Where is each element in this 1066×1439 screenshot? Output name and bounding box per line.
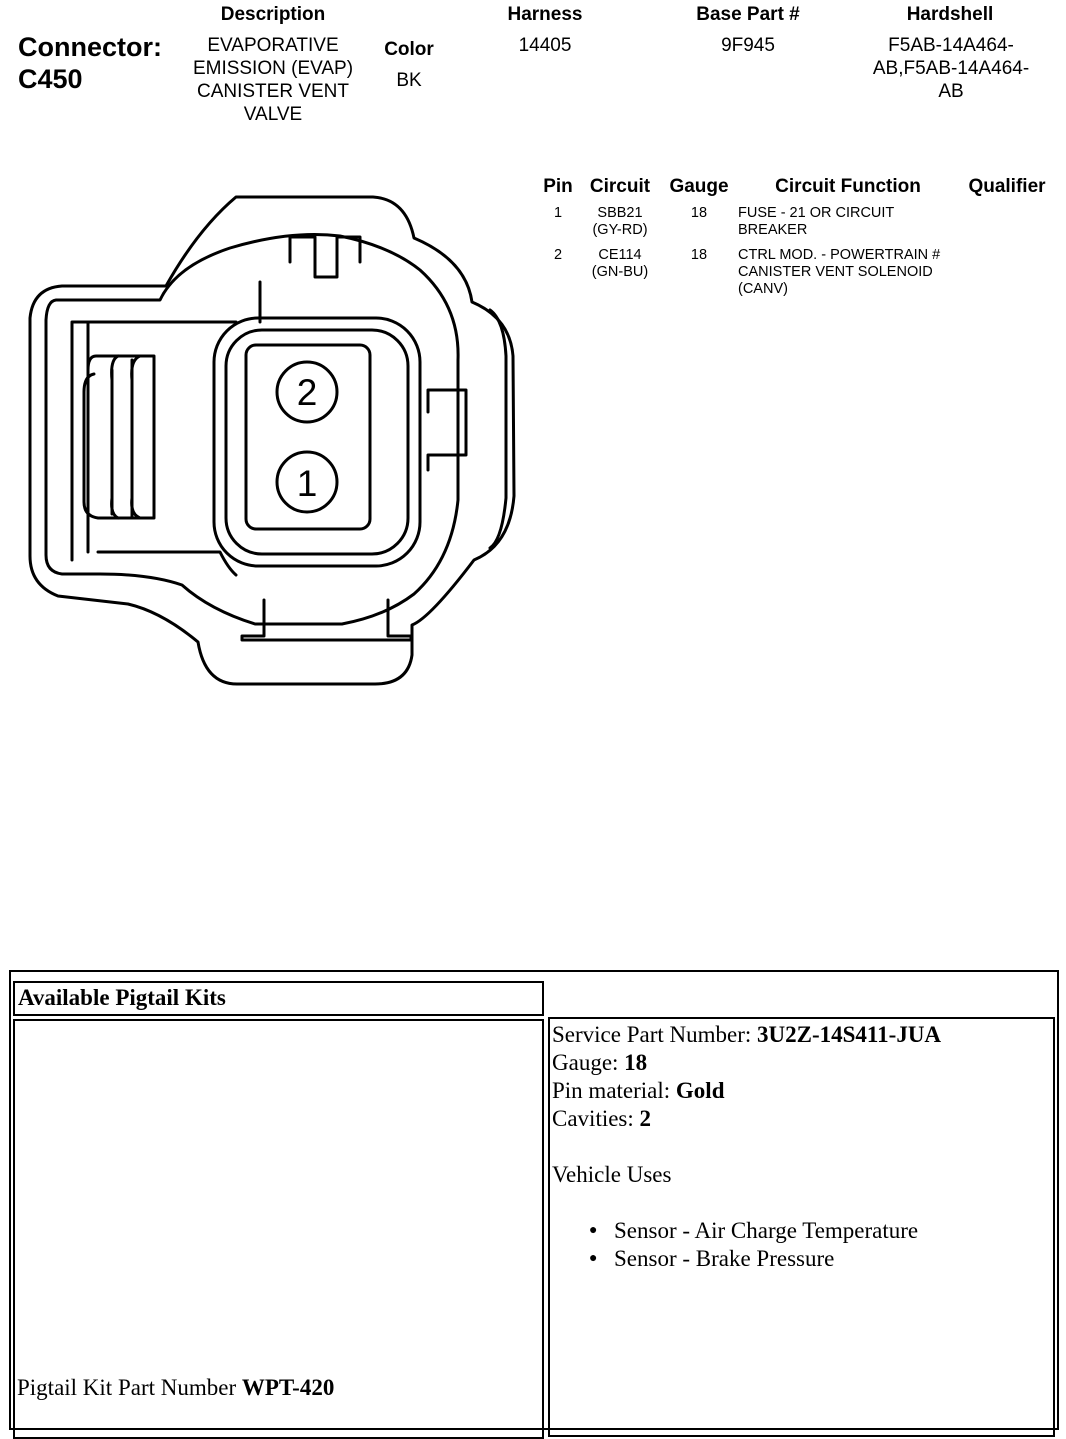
gauge-column-header: Gauge [669, 176, 729, 197]
hardshell-line: AB,F5AB-14A464- [872, 58, 1030, 79]
gauge-cell: 18 [690, 205, 708, 221]
function-line: CANISTER VENT SOLENOID [738, 264, 933, 280]
vehicle-uses-list [552, 1217, 1052, 1273]
color-label: Color [384, 39, 434, 60]
function-column-header: Circuit Function [775, 176, 921, 197]
cavities [552, 1105, 1052, 1133]
cavities-label: Cavities: [552, 1106, 640, 1131]
pin-material-value: Gold [675, 1078, 725, 1103]
function-cell [738, 205, 978, 239]
connector-top-latch [290, 237, 360, 277]
description-line: CANISTER VENT [196, 81, 350, 102]
circuit-cell [574, 205, 666, 239]
description-line: EVAPORATIVE [207, 35, 339, 56]
description-header: Description [220, 4, 326, 25]
pin-number: 2 [553, 247, 563, 263]
gauge-label: Gauge: [552, 1050, 625, 1075]
pigtail-details [552, 1021, 1052, 1273]
service-part-value: 3U2Z-14S411-JUA [757, 1022, 942, 1047]
description-value [170, 34, 376, 126]
function-line: CTRL MOD. - POWERTRAIN # [738, 247, 941, 263]
function-line: FUSE - 21 OR CIRCUIT [738, 205, 895, 221]
list-item: ● Sensor - Air Charge Temperature [552, 1217, 1052, 1245]
function-line: (CANV) [738, 281, 788, 297]
base-part-value: 9F945 [721, 35, 775, 56]
connector-right-ridge [490, 310, 506, 548]
connector-body-outline [30, 197, 514, 684]
hardshell-line: F5AB-14A464- [888, 35, 1014, 56]
color-value: BK [396, 70, 422, 91]
harness-header: Harness [507, 4, 583, 25]
kit-part-label: Pigtail Kit Part Number [17, 1375, 242, 1400]
function-cell [738, 247, 978, 298]
circuit-color: (GN-BU) [591, 264, 649, 280]
qualifier-column-header: Qualifier [968, 176, 1046, 197]
pin-1-label: 1 [296, 463, 318, 504]
hardshell-value [840, 34, 1062, 103]
connector-lock-ridges [112, 356, 140, 518]
cavities-value: 2 [639, 1106, 652, 1131]
pin-material [552, 1077, 1052, 1105]
pin-number: 1 [553, 205, 563, 221]
connector-face-diagram [0, 150, 540, 710]
pigtail-title: Available Pigtail Kits [18, 985, 226, 1010]
circuit-cell [574, 247, 666, 281]
service-part-label: Service Part Number: [552, 1022, 758, 1047]
circuit-id: CE114 [598, 247, 642, 263]
pin-column-header: Pin [543, 176, 573, 197]
circuit-id: SBB21 [597, 205, 643, 221]
vehicle-uses-label: Vehicle Uses [552, 1162, 672, 1187]
hardshell-line: AB [938, 81, 964, 102]
gauge-value: 18 [624, 1050, 648, 1075]
circuit-color: (GY-RD) [592, 222, 648, 238]
gauge-cell: 18 [690, 247, 708, 263]
pigtail-gauge [552, 1049, 1052, 1077]
pigtail-kit-part-number [17, 1374, 334, 1402]
circuit-column-header: Circuit [589, 176, 651, 197]
connector-id: C450 [18, 64, 83, 94]
connector-bottom-latch [242, 600, 411, 640]
connector-bottom-line [98, 552, 236, 575]
pin-material-label: Pin material: [552, 1078, 676, 1103]
service-part-number [552, 1021, 1052, 1049]
description-line: EMISSION (EVAP) [192, 58, 354, 79]
function-line: BREAKER [738, 222, 808, 238]
hardshell-header: Hardshell [906, 4, 994, 25]
harness-value: 14405 [518, 35, 572, 56]
base-part-header: Base Part # [696, 4, 800, 25]
connector-right-tab [428, 390, 466, 470]
list-item: ● Sensor - Brake Pressure [552, 1245, 1052, 1273]
description-line: VALVE [243, 104, 303, 125]
connector-lock-tab-inner [84, 356, 154, 518]
kit-part-value: WPT-420 [241, 1375, 335, 1400]
pin-2-label: 2 [296, 372, 318, 413]
connector-label: Connector: [18, 32, 162, 62]
